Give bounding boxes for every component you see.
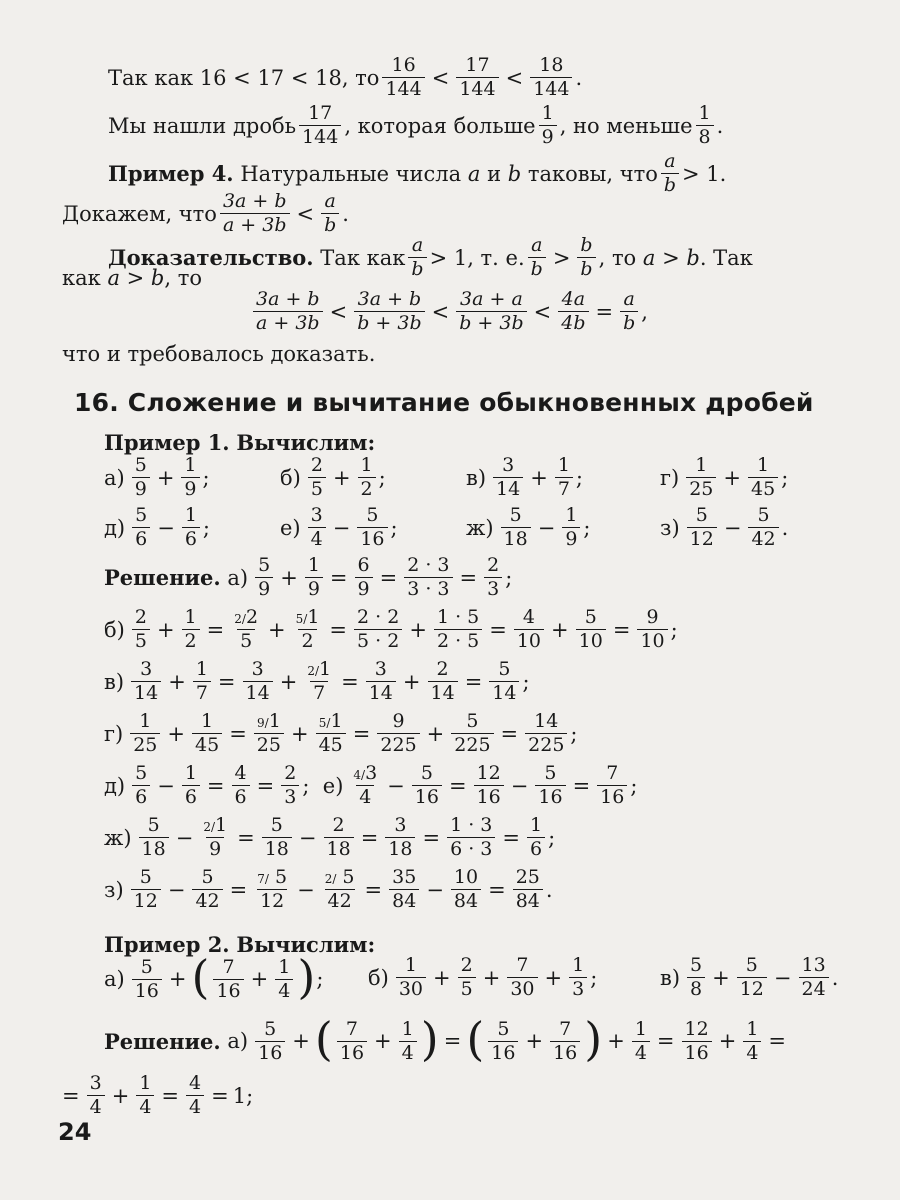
text: Докажем, что	[62, 201, 217, 226]
example-1-row-1-d: г) $\frac{1}{25}$ + $\frac{1}{45}$ ;	[660, 454, 789, 500]
example-2-c: в) $\frac{5}{8}$ + $\frac{5}{12}$ − $\frac{13}{24}$ .	[660, 954, 839, 1000]
text: что и требовалось доказать.	[62, 342, 376, 366]
example-1-row-2-a: д) $\frac{5}{6}$ − $\frac{1}{6}$ ;	[104, 504, 210, 550]
text: как	[62, 266, 101, 290]
line-6	[62, 266, 202, 290]
text: > 1.	[682, 161, 727, 186]
example-heading: Пример 4.	[108, 161, 234, 186]
text: Так как 16 < 17 < 18, то	[108, 65, 380, 90]
fraction: $\frac{17}{144}$	[299, 104, 341, 147]
text: Так как	[320, 245, 406, 270]
fraction: $\frac{a}{b}$	[321, 192, 339, 235]
fraction: $\frac{3a + a}{b + 3b}$	[456, 290, 526, 333]
example-2-solution: Решение. а) $\frac{5}{16}$ + ( $\frac{7}{16}$ + $\frac{1}{4}$ ) = ( $\frac{5}{16}$ + $\frac{7}{16}$ ) + $\frac{1}{4}$ = $\frac{12}{16}$ + $\frac{1}{4}$ =	[104, 1012, 787, 1066]
example-2-b: б) $\frac{1}{30}$ + $\frac{2}{5}$ + $\frac{7}{30}$ + $\frac{1}{3}$ ;	[368, 954, 598, 1000]
example-1-row-1: а) $\frac{5}{9}$ + $\frac{1}{9}$ ;	[104, 454, 210, 500]
solution-c: в) $\frac{3}{14}$ + $\frac{1}{7}$ = $\frac{3}{14}$ + $\frac{2/1}{7}$ = $\frac{3}{14}$ + $\frac{2}{14}$ = $\frac{5}{14}$ ;	[104, 658, 530, 704]
text: Вычислим:	[236, 430, 376, 455]
text: , то	[598, 245, 637, 270]
text: a > b	[107, 266, 165, 290]
line-4: Докажем, что $\frac{3a + b}{a + 3b}$ < $\frac{a}{b}$ .	[62, 190, 349, 236]
fraction: $\frac{1}{9}$	[539, 104, 557, 147]
section-heading: 16. Сложение и вычитание обыкновенных дробей	[74, 388, 814, 417]
text: a > b	[642, 245, 700, 270]
text: > 1, т. е.	[429, 245, 525, 270]
solution-label: Решение.	[104, 565, 221, 590]
solution-zh: ж) $\frac{5}{18}$ − $\frac{2/1}{9}$ = $\frac{5}{18}$ − $\frac{2}{18}$ = $\frac{3}{18}$ = $\frac{1 \cdot 3}{6 \cdot 3}$ = $\frac{1}{6}$ ;	[104, 814, 556, 860]
fraction: $\frac{16}{144}$	[382, 56, 424, 99]
example-1-row-1-b: б) $\frac{2}{5}$ + $\frac{1}{2}$ ;	[280, 454, 386, 500]
fraction: $\frac{a}{b}$	[620, 290, 638, 333]
fraction: $\frac{3a + b}{a + 3b}$	[253, 290, 323, 333]
text: .	[575, 65, 583, 90]
line-5: Доказательство. Так как $\frac{a}{b}$ > 1, т. е. $\frac{a}{b}$ > $\frac{b}{b}$ , то a > b . Так	[108, 234, 753, 280]
text: . Так	[699, 245, 753, 270]
solution-b: б) $\frac{2}{5}$ + $\frac{1}{2}$ = $\frac{2/2}{5}$ + $\frac{5/1}{2}$ = $\frac{2 \cdot 2}{5 \cdot 2}$ + $\frac{1 \cdot 5}{2 \cdot 5}$ = $\frac{4}{10}$ + $\frac{5}{10}$ = $\frac{9}{10}$ ;	[104, 606, 678, 652]
text: таковы, что	[527, 161, 658, 186]
example-2-solution-cont: = $\frac{3}{4}$ + $\frac{1}{4}$ = $\frac{4}{4}$ = 1;	[62, 1072, 254, 1118]
solution-a: Решение. а) $\frac{5}{9}$ + $\frac{1}{9}$ = $\frac{6}{9}$ = $\frac{2 \cdot 3}{3 \cdot 3}$ = $\frac{2}{3}$ ;	[104, 554, 513, 600]
line-3	[108, 152, 726, 195]
line-1: Так как 16 < 17 < 18, то $\frac{16}{144}$ < $\frac{17}{144}$ < $\frac{18}{144}$ .	[108, 54, 583, 100]
example-2-a: а) $\frac{5}{16}$ + ( $\frac{7}{16}$ + $\frac{1}{4}$ ) ;	[104, 950, 324, 1004]
fraction: $\frac{a}{b}$	[408, 236, 426, 279]
text: Мы нашли дробь	[108, 113, 297, 138]
text: Натуральные числа	[240, 161, 462, 186]
fraction: $\frac{a}{b}$	[661, 152, 679, 195]
example-1-row-2-b: е) $\frac{3}{4}$ − $\frac{5}{16}$ ;	[280, 504, 398, 550]
example-1-row-2-c: ж) $\frac{5}{18}$ − $\frac{1}{9}$ ;	[466, 504, 591, 550]
solution-label: Решение.	[104, 1028, 221, 1054]
fraction: $\frac{4a}{4b}$	[558, 290, 588, 333]
solution-e: д) $\frac{5}{6}$ − $\frac{1}{6}$ = $\frac{4}{6}$ = $\frac{2}{3}$ ; е) $\frac{4/3}{4}$ − $\frac{5}{16}$ = $\frac{12}{16}$ − $\frac{5}{16}$ = $\frac{7}{16}$ ;	[104, 762, 638, 808]
line-8	[62, 342, 375, 366]
example-heading: Пример 1.	[104, 430, 230, 455]
example-1-row-1-c: в) $\frac{3}{14}$ + $\frac{1}{7}$ ;	[466, 454, 583, 500]
text: , которая больше	[344, 113, 536, 138]
text: , то	[164, 266, 203, 290]
fraction: $\frac{1}{8}$	[696, 104, 714, 147]
example-1-row-2-d: з) $\frac{5}{12}$ − $\frac{5}{42}$ .	[660, 504, 789, 550]
text: .	[716, 113, 724, 138]
fraction: $\frac{18}{144}$	[530, 56, 572, 99]
fraction: $\frac{3a + b}{b + 3b}$	[354, 290, 424, 333]
solution-z: з) $\frac{5}{12}$ − $\frac{5}{42}$ = $\frac{7/ 5}{12}$ − $\frac{2/ 5}{42}$ = $\frac{35}{84}$ − $\frac{10}{84}$ = $\frac{25}{84}$ .	[104, 866, 553, 912]
text: , но меньше	[559, 113, 693, 138]
example-2-title	[104, 932, 375, 957]
example-heading: Пример 2.	[104, 932, 230, 957]
text: и	[487, 161, 502, 186]
fraction: $\frac{a}{b}$	[528, 236, 546, 279]
var: a	[467, 161, 481, 186]
line-2	[108, 104, 723, 147]
fraction: $\frac{17}{144}$	[456, 56, 498, 99]
example-1-title	[104, 430, 375, 455]
solution-d: г) $\frac{1}{25}$ + $\frac{1}{45}$ = $\frac{9/1}{25}$ + $\frac{5/1}{45}$ = $\frac{9}{225}$ + $\frac{5}{225}$ = $\frac{14}{225}$ ;	[104, 710, 578, 756]
var: b	[507, 161, 522, 186]
text: Вычислим:	[236, 932, 376, 957]
fraction: $\frac{3a + b}{a + 3b}$	[220, 192, 290, 235]
proof-heading: Доказательство.	[108, 245, 314, 270]
fraction: $\frac{b}{b}$	[577, 236, 595, 279]
page-number: 24	[58, 1118, 92, 1146]
line-7-display: $\frac{3a + b}{a + 3b}$ < $\frac{3a + b}{b + 3b}$ < $\frac{3a + a}{b + 3b}$ < $\frac{4a}{4b}$ = $\frac{a}{b}$ ,	[250, 290, 648, 333]
